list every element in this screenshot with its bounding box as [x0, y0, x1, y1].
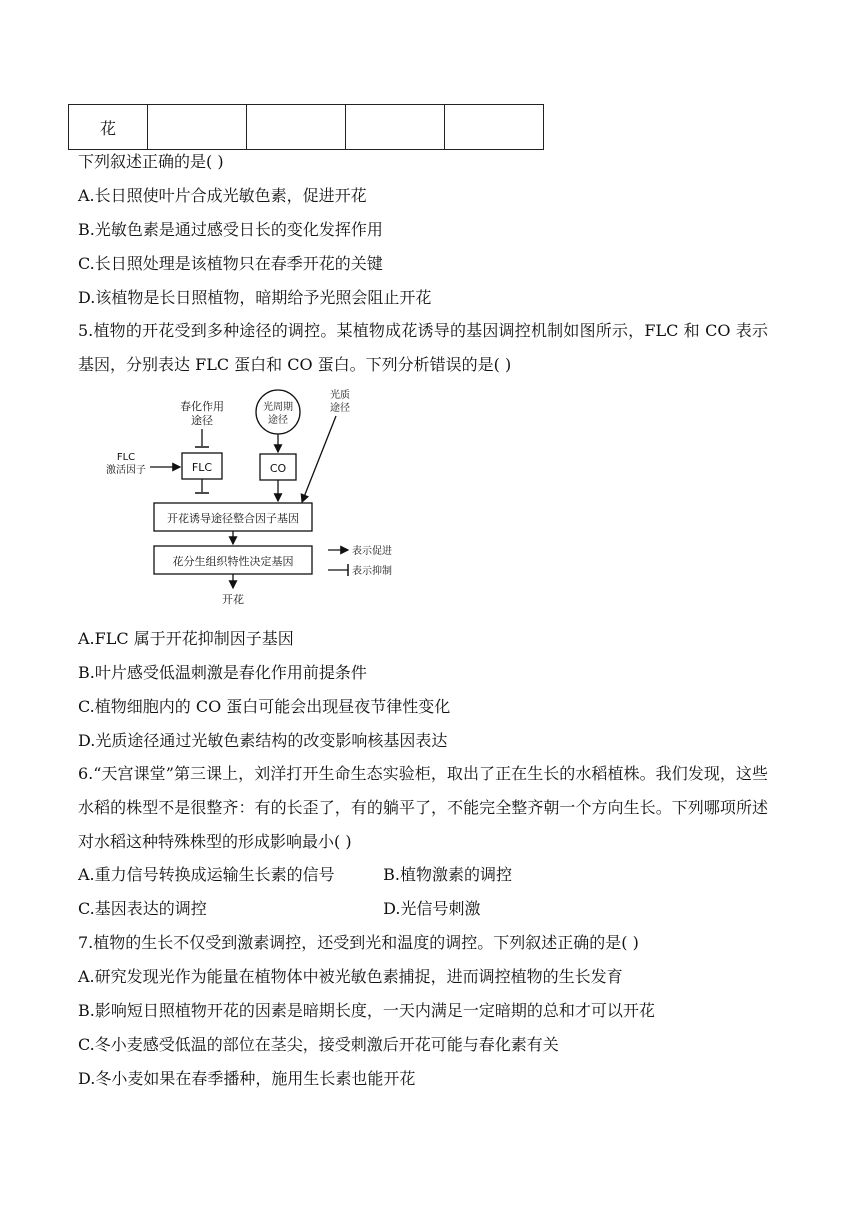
question-stem: 下列叙述正确的是( ): [78, 152, 224, 171]
vernalization-label-2: 途径: [191, 414, 213, 427]
option-a: A.重力信号转换成运输生长素的信号: [78, 865, 335, 884]
flc-activator-label-2: 激活因子: [106, 465, 146, 476]
option-c: C.植物细胞内的 CO 蛋白可能会出现昼夜节律性变化: [78, 697, 451, 716]
question-stem: 5.植物的开花受到多种途径的调控。某植物成花诱导的基因调控机制如图所示，FLC 和 CO 表示基因，分别表达 FLC 蛋白和 CO 蛋白。下列分析错误的是( ): [78, 321, 768, 374]
options-row: [78, 898, 480, 920]
light-quality-label: 光质: [330, 390, 350, 401]
option-a: A.研究发现光作为能量在植物体中被光敏色素捕捉，进而调控植物的生长发育: [78, 967, 623, 986]
options-row: [78, 864, 512, 886]
table-cell: [247, 105, 346, 150]
option-a: A.长日照使叶片合成光敏色素，促进开花: [78, 186, 367, 205]
light-quality-label-2: 途径: [330, 403, 350, 414]
meristem-box-label: 花分生组织特性决定基因: [172, 555, 294, 568]
photoperiod-label-2: 途径: [268, 415, 288, 426]
legend-promote-label: 表示促进: [352, 546, 392, 557]
option-b: B.光敏色素是通过感受日长的变化发挥作用: [78, 220, 383, 239]
option-d: D.光质途径通过光敏色素结构的改变影响核基因表达: [78, 731, 448, 750]
table-cell: 花: [69, 105, 148, 150]
integrator-box-label: 开花诱导途径整合因子基因: [167, 512, 299, 525]
option-b: B.叶片感受低温刺激是春化作用前提条件: [78, 663, 367, 682]
promote-arrow: [302, 416, 336, 502]
flc-box-label: FLC: [191, 461, 213, 474]
flowering-output-label: 开花: [222, 593, 244, 606]
table-cell: [346, 105, 445, 150]
table-cell: [445, 105, 544, 150]
option-d: D.光信号刺激: [383, 899, 481, 918]
co-box-label: CO: [269, 462, 287, 475]
table-cell: [148, 105, 247, 150]
option-a: A.FLC 属于开花抑制因子基因: [78, 629, 294, 648]
question-stem: 7.植物的生长不仅受到激素调控，还受到光和温度的调控。下列叙述正确的是( ): [78, 933, 639, 952]
gene-regulation-diagram: [96, 382, 426, 612]
legend-inhibit-label: 表示抑制: [352, 566, 392, 577]
data-table-fragment: [68, 104, 544, 150]
vernalization-label: 春化作用: [180, 400, 224, 413]
photoperiod-label: 光周期: [263, 402, 293, 413]
option-c: C.冬小麦感受低温的部位在茎尖，接受刺激后开花可能与春化素有关: [78, 1035, 559, 1054]
option-b: B.植物激素的调控: [383, 865, 512, 884]
table-row: [69, 105, 544, 150]
option-d: D.该植物是长日照植物，暗期给予光照会阻止开花: [78, 288, 432, 307]
question-stem: 6.“天宫课堂”第三课上，刘洋打开生命生态实验柜，取出了正在生长的水稻植株。我们发现，这些水稻的株型不是很整齐：有的长歪了，有的躺平了，不能完全整齐朝一个方向生长。下列哪项所述对水稻这种特殊株型的形成影响最小( ): [78, 764, 768, 851]
option-c: C.长日照处理是该植物只在春季开花的关键: [78, 254, 383, 273]
flc-activator-label: FLC: [116, 452, 136, 463]
option-b: B.影响短日照植物开花的因素是暗期长度，一天内满足一定暗期的总和才可以开花: [78, 1001, 655, 1020]
option-d: D.冬小麦如果在春季播种，施用生长素也能开花: [78, 1069, 416, 1088]
option-c: C.基因表达的调控: [78, 899, 207, 918]
